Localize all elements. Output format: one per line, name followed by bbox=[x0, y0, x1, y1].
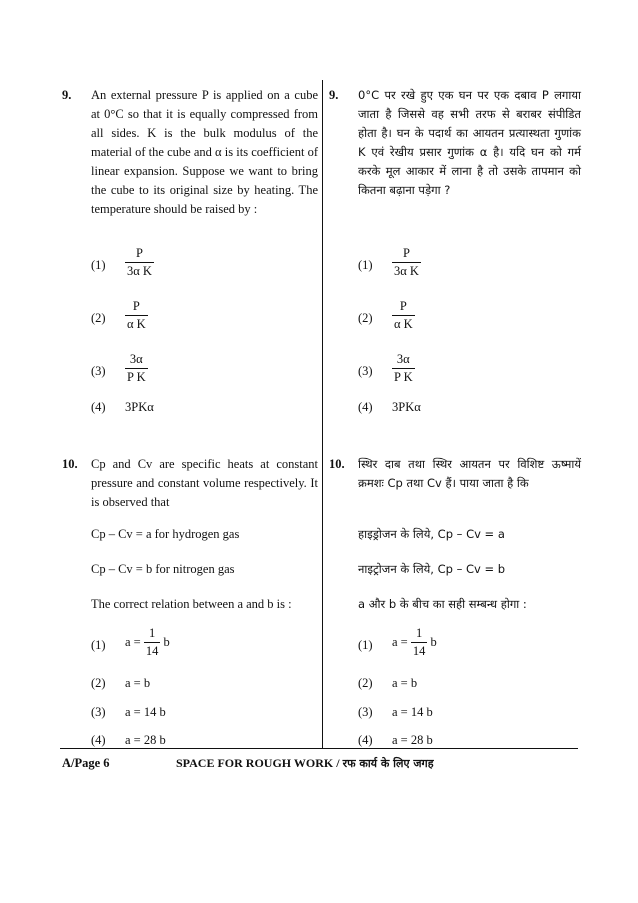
option-expression bbox=[392, 626, 437, 659]
fraction-denominator: 14 bbox=[412, 644, 426, 658]
option-label: (1) bbox=[358, 258, 373, 272]
question-number: 9. bbox=[329, 88, 339, 102]
option-label: (2) bbox=[358, 676, 373, 690]
rough-work-label bbox=[176, 756, 434, 771]
option-text: a = b bbox=[392, 676, 418, 690]
option-label: (3) bbox=[358, 364, 373, 378]
fraction-numerator: 3α bbox=[392, 352, 415, 369]
option-label: (2) bbox=[358, 311, 373, 325]
option-text: a = b bbox=[125, 676, 151, 690]
option-label: (1) bbox=[91, 258, 106, 272]
expression-suffix: b bbox=[163, 635, 170, 649]
option-label: (2) bbox=[91, 676, 106, 690]
fraction-numerator: P bbox=[392, 299, 415, 316]
option-fraction bbox=[125, 299, 148, 332]
option-fraction bbox=[392, 352, 415, 385]
relation-prompt: a और b के बीच का सही सम्बन्ध होगा : bbox=[358, 597, 527, 611]
relation-prompt: The correct relation between a and b is : bbox=[91, 597, 292, 611]
question-10-en bbox=[62, 455, 318, 747]
option-expression bbox=[125, 626, 170, 659]
fraction-denominator: P K bbox=[127, 370, 146, 384]
fraction-denominator: 3α K bbox=[127, 264, 152, 278]
option-fraction bbox=[125, 352, 148, 385]
option-fraction bbox=[392, 246, 421, 279]
question-9-hi bbox=[329, 86, 581, 414]
question-text: An external pressure P is applied on a cube at 0°C so that it is equally compressed from all sides. K is the bulk modulus of the material of the cube and α is its coefficient of linear expansion. Suppose we want to bring the cube to its original size by heating. The temperature should be raised by : bbox=[91, 88, 318, 216]
option-fraction bbox=[392, 299, 415, 332]
fraction-denominator: 3α K bbox=[394, 264, 419, 278]
fraction-numerator: 3α bbox=[125, 352, 148, 369]
equation-hydrogen: हाइड्रोजन के लिये, Cp – Cv = a bbox=[358, 527, 505, 541]
question-text: स्थिर दाब तथा स्थिर आयतन पर विशिष्ट ऊष्मायें क्रमशः Cp तथा Cv हैं। पाया जाता है कि bbox=[358, 457, 581, 490]
expression-prefix: a = bbox=[125, 635, 141, 649]
question-10-hi bbox=[329, 455, 581, 747]
option-label: (4) bbox=[358, 400, 373, 414]
option-fraction bbox=[125, 246, 154, 279]
option-label: (4) bbox=[91, 400, 106, 414]
question-number: 9. bbox=[62, 88, 72, 102]
option-text: a = 14 b bbox=[125, 705, 166, 719]
equation-hydrogen: Cp – Cv = a for hydrogen gas bbox=[91, 527, 240, 541]
page-number: A/Page 6 bbox=[62, 756, 110, 770]
option-text: a = 14 b bbox=[392, 705, 433, 719]
question-text: 0°C पर रखे हुए एक घन पर एक दबाव P लगाया जाता है जिससे वह सभी तरफ से बराबर संपीडित होता है। घन के पदार्थ का आयतन प्रत्यास्थता गुणांक K एवं रेखीय प्रसार गुणांक α है। यदि घन को गर्म करके मूल आकार में लाना है तो उसके तापमान को कितना बढ़ाना पड़ेगा ? bbox=[358, 88, 581, 197]
expression-prefix: a = bbox=[392, 635, 408, 649]
option-label: (1) bbox=[91, 638, 106, 652]
fraction-numerator: P bbox=[125, 246, 154, 263]
option-label: (3) bbox=[91, 705, 106, 719]
equation-nitrogen: Cp – Cv = b for nitrogen gas bbox=[91, 562, 235, 576]
question-number: 10. bbox=[62, 457, 78, 471]
equation-nitrogen: नाइट्रोजन के लिये, Cp – Cv = b bbox=[358, 562, 506, 576]
option-label: (2) bbox=[91, 311, 106, 325]
fraction-denominator: α K bbox=[394, 317, 413, 331]
fraction-denominator: 14 bbox=[145, 644, 159, 658]
fraction-denominator: α K bbox=[127, 317, 146, 331]
option-text: 3PKα bbox=[125, 400, 154, 414]
option-text: 3PKα bbox=[392, 400, 421, 414]
fraction-denominator: P K bbox=[394, 370, 413, 384]
column-divider bbox=[322, 80, 323, 748]
option-label: (4) bbox=[358, 733, 373, 747]
question-text: Cp and Cv are specific heats at constant pressure and constant volume respectively. It is observed that bbox=[91, 457, 318, 509]
option-label: (1) bbox=[358, 638, 373, 652]
option-text: a = 28 b bbox=[125, 733, 166, 747]
question-number: 10. bbox=[329, 457, 345, 471]
fraction-numerator: 1 bbox=[411, 626, 428, 643]
option-label: (4) bbox=[91, 733, 106, 747]
fraction-numerator: P bbox=[392, 246, 421, 263]
fraction-numerator: P bbox=[125, 299, 148, 316]
rough-work-hindi: रफ कार्य के लिए जगह bbox=[342, 757, 434, 770]
option-text: a = 28 b bbox=[392, 733, 433, 747]
expression-suffix: b bbox=[430, 635, 437, 649]
fraction-numerator: 1 bbox=[144, 626, 161, 643]
question-9-en bbox=[62, 86, 318, 414]
option-label: (3) bbox=[91, 364, 106, 378]
option-label: (3) bbox=[358, 705, 373, 719]
rough-work-english: SPACE FOR ROUGH WORK / bbox=[176, 756, 343, 770]
footer-rule bbox=[60, 748, 578, 749]
